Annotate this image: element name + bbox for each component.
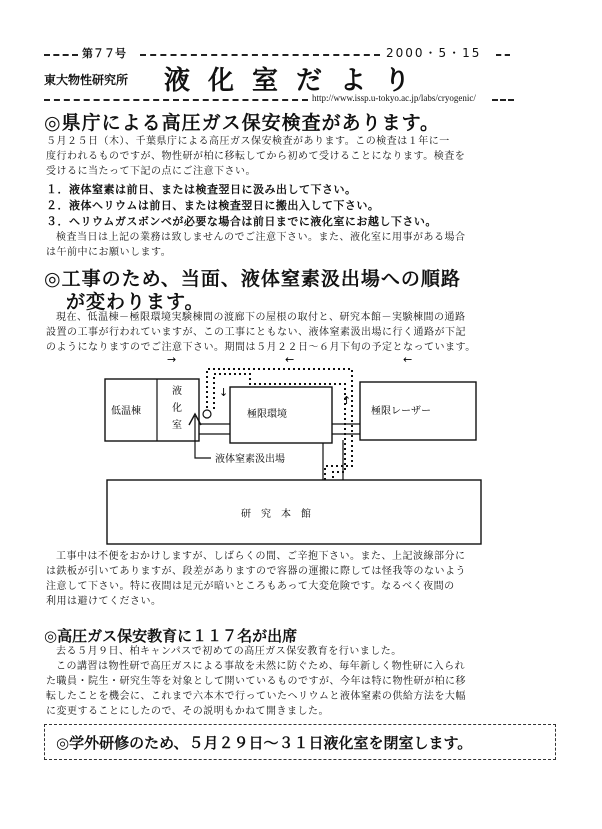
header-rule-left [44,54,78,56]
header-rule-mid [140,54,380,56]
section1-item-2: ２．液体ヘリウムは前日、または検査翌日に搬出入して下さい。 [46,199,380,212]
section2-after: 工事中は不便をおかけしますが、しばらくの間、ご辛抱下さい。また、上記波線部分に は鉄板が引いてありますが、段差がありますので容器の運搬に際しては怪我等のないよう 注意して下さい。特に夜間は足元が暗いところもあって大変危険です。なるべく夜間の 利用は避けてください。 [46,551,466,607]
section1-item-3: ３．ヘリウムガスボンベが必要な場合は前日までに液化室にお越し下さい。 [46,215,437,228]
lab-url: http://www.issp.u-tokyo.ac.jp/labs/cryogenic/ [312,93,476,103]
section1-note: 検査当日は上記の業務は致しませんのでご注意下さい。また、液化室に用事がある場合 は午前中にお願いします。 [46,232,466,258]
section1-intro: ５月２５日（木）、千葉県庁による高圧ガス保安検査があります。この検査は１年に一 度行われるものですが、物性研が柏に移転してから初めて受けることになります。検査を 受けるに当たって下記の点にご注意下さい。 [46,136,466,177]
section3-heading: ◎高圧ガス保安教育に１１７名が出席 [44,627,298,645]
section1-item-1: １．液体窒素は前日、または検査翌日に汲み出して下さい。 [46,183,357,196]
route-diagram [95,354,495,550]
header-rule-bottom-right [492,99,514,101]
issue-number: 第７７号 [82,47,126,60]
label-extreme-env: 極限環境 [247,409,287,420]
section2-heading-line2: が変わります。 [66,291,205,313]
arrow-up-icon: ↑ [342,394,352,407]
institute-name: 東大物性研究所 [44,73,129,87]
label-main-building: 研 究 本 館 [241,509,311,520]
label-ln2-station: 液体窒素汲出場 [215,454,285,465]
issue-date: 2000・5・15 [386,46,482,60]
label-low-temp: 低温棟 [111,406,141,417]
header-rule-right [496,54,510,56]
ln2-station-marker [203,410,211,418]
section3-body: 去る５月９日、柏キャンパスで初めての高圧ガス保安教育を行いました。 この講習は物性研で高圧ガスによる事故を未然に防ぐため、毎年新しく物性研に入られ た職員・院生・研究生等を対象として開いているものですが、今年は特に物性研が柏に移 転したことを機会に、これまで六本木で行っていたヘリウムと液体窒素の供給方法を大幅 に変更することにしたので、その説明もかねて開きました。 [46,646,466,717]
arrow-left-icon-1: ← [285,354,295,366]
newsletter-title: 液化室だより [164,66,429,96]
label-liq-3: 室 [172,420,182,431]
section2-heading-line1: ◎工事のため、当面、液体窒素汲出場への順路 [44,268,461,290]
arrow-left-icon-2: ← [403,354,413,366]
section1-heading: ◎県庁による高圧ガス保安検査があります。 [44,112,441,134]
label-extreme-laser: 極限レーザー [371,406,431,417]
section2-body: 現在、低温棟－極限環境実験棟間の渡廊下の屋根の取付と、研究本館－実験棟間の通路 設置の工事が行われていますが、この工事にともない、液体窒素汲出場に行く通路が下記 のようになりますのでご注意下さい。期間は５月２２日～６月下旬の予定となっています。 [46,312,476,353]
section4-heading: ◎学外研修のため、５月２９日～３１日液化室を閉室します。 [56,734,473,752]
label-liq-2: 化 [172,403,182,414]
arrow-down-icon: ↓ [219,386,229,399]
arrow-right-icon: → [167,354,177,366]
header-rule-bottom-left [44,99,308,101]
label-liq-1: 液 [172,386,182,397]
